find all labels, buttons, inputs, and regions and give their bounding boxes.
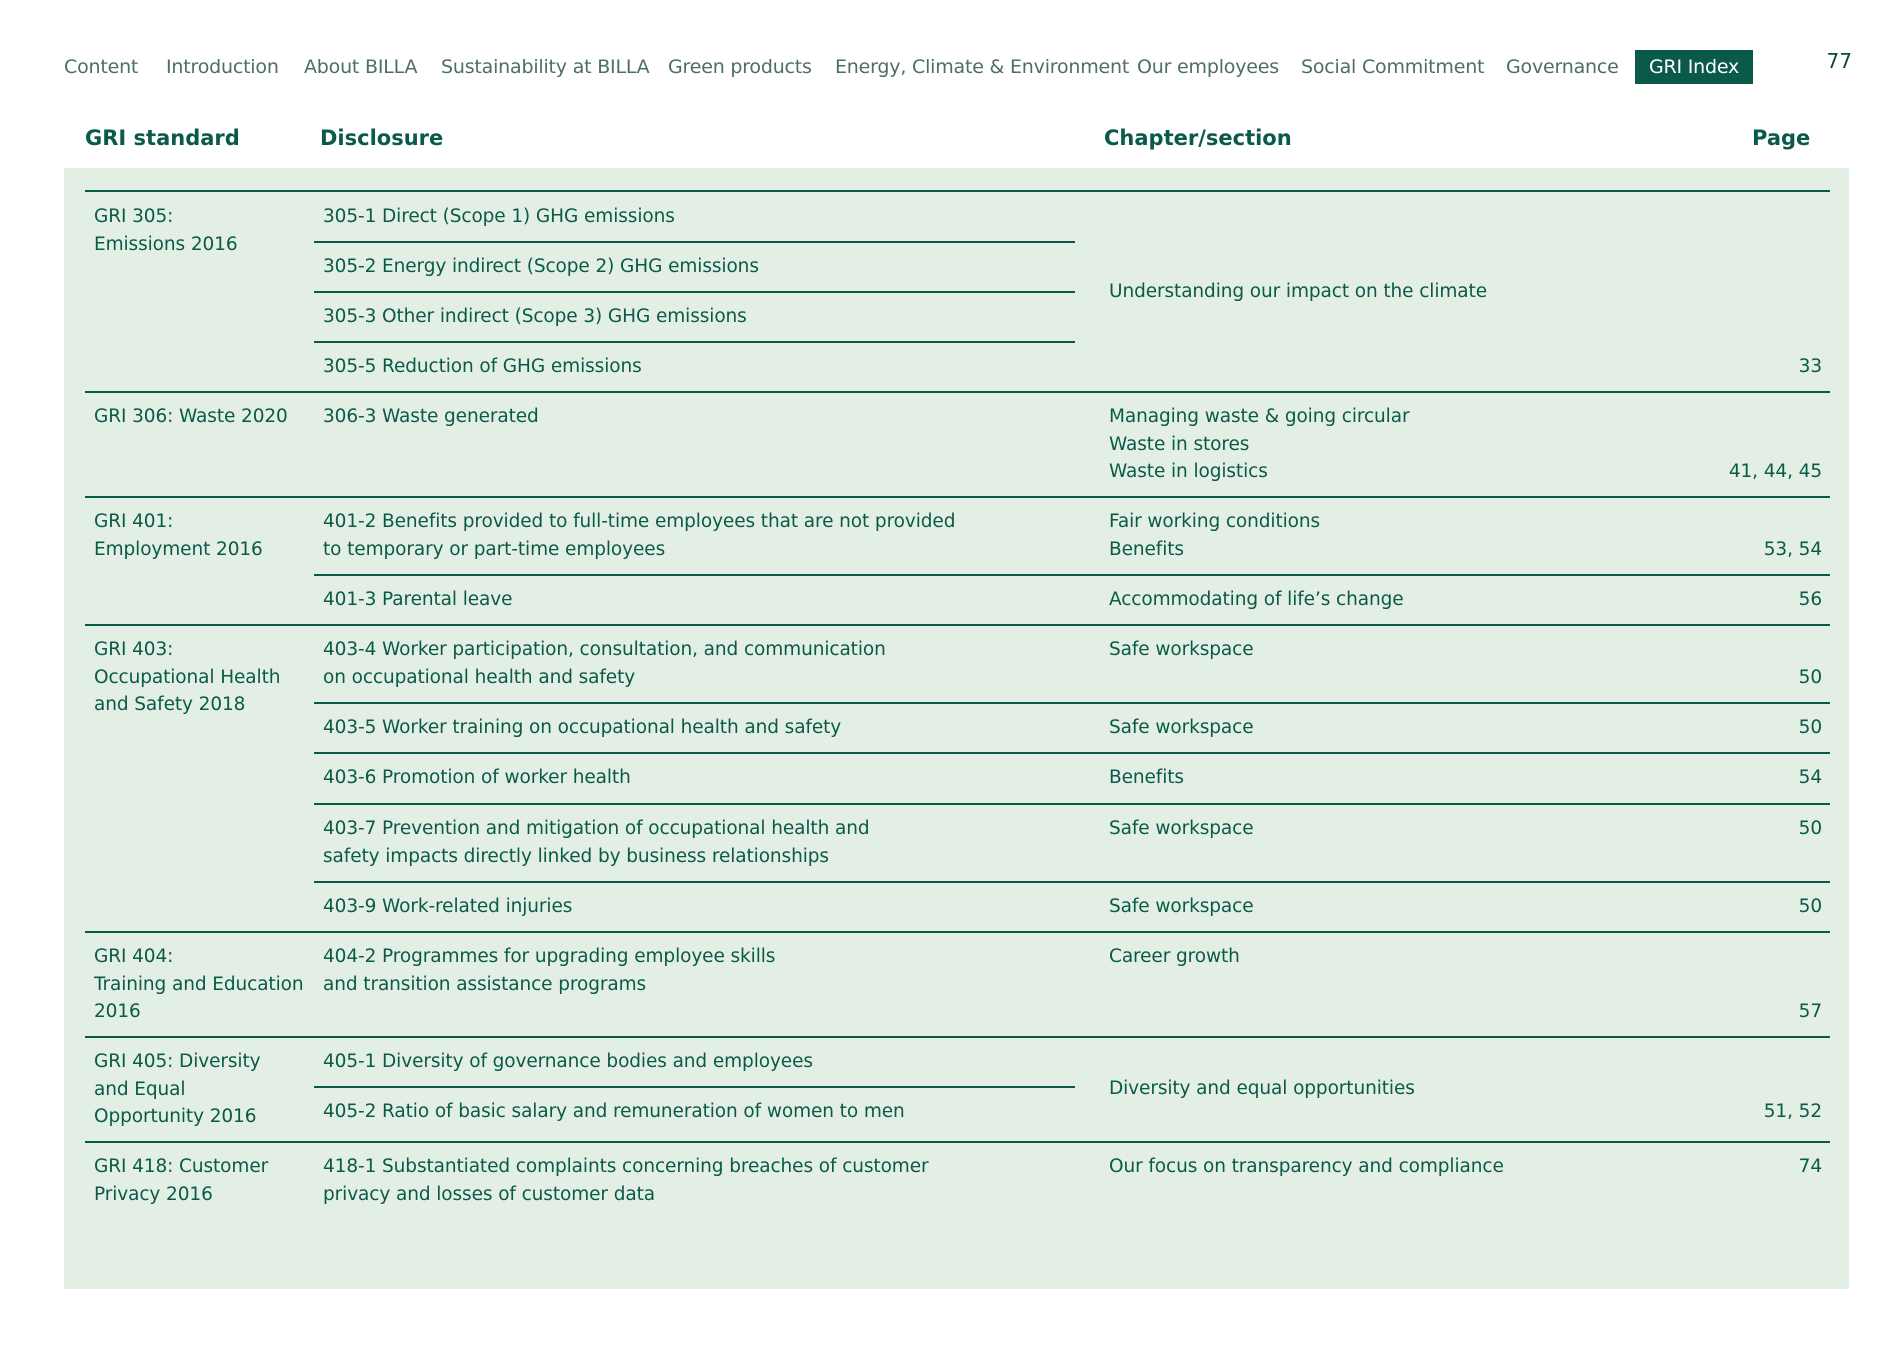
group-divider [85, 391, 1830, 393]
page-cell: 41, 44, 45 [1728, 461, 1822, 482]
group-divider [85, 496, 1830, 498]
nav-item-about-billa[interactable]: About BILLA [304, 56, 418, 78]
header-chapter-section: Chapter/section [1104, 126, 1292, 150]
top-navigation [64, 50, 1854, 84]
chapter-cell: Safe workspace [1109, 717, 1254, 738]
disclosure-404-2: 404-2 Programmes for upgrading employee skills and transition assistance programs [323, 946, 776, 995]
gri-standard-403: GRI 403: Occupational Health and Safety 2018 [94, 639, 281, 715]
page-cell: 50 [1798, 896, 1822, 917]
header-page: Page [1752, 126, 1811, 150]
page-cell: 74 [1798, 1156, 1822, 1177]
nav-item-our-employees[interactable]: Our employees [1137, 56, 1279, 78]
page-cell: 51, 52 [1763, 1101, 1822, 1122]
row-divider [314, 803, 1830, 805]
nav-item-sustainability[interactable]: Sustainability at BILLA [441, 56, 650, 78]
disclosure-305-5: 305-5 Reduction of GHG emissions [323, 356, 642, 377]
gri-standard-401: GRI 401: Employment 2016 [94, 511, 263, 560]
disclosure-403-5: 403-5 Worker training on occupational health and safety [323, 717, 842, 738]
chapter-cell: Safe workspace [1109, 818, 1254, 839]
gri-standard-404: GRI 404: Training and Education 2016 [94, 946, 304, 1022]
header-gri-standard: GRI standard [85, 126, 240, 150]
page-cell: 33 [1798, 356, 1822, 377]
disclosure-401-2: 401-2 Benefits provided to full-time employees that are not provided to temporary or part-time employees [323, 511, 956, 560]
gri-standard-305: GRI 305: Emissions 2016 [94, 206, 238, 255]
nav-item-governance[interactable]: Governance [1506, 56, 1619, 78]
header-disclosure: Disclosure [320, 126, 444, 150]
group-divider [85, 624, 1830, 626]
nav-item-introduction[interactable]: Introduction [166, 56, 279, 78]
disclosure-418-1: 418-1 Substantiated complaints concerning breaches of customer privacy and losses of customer data [323, 1156, 929, 1205]
gri-standard-306: GRI 306: Waste 2020 [94, 406, 288, 427]
chapter-cell: Benefits [1109, 767, 1184, 788]
chapter-cell: Diversity and equal opportunities [1109, 1078, 1415, 1099]
chapter-cell: Accommodating of life’s change [1109, 589, 1404, 610]
disclosure-405-2: 405-2 Ratio of basic salary and remuneration of women to men [323, 1101, 905, 1122]
row-divider [314, 291, 1075, 293]
group-divider [85, 1141, 1830, 1143]
page-cell: 50 [1798, 717, 1822, 738]
chapter-cell: Career growth [1109, 946, 1240, 967]
page-cell: 53, 54 [1763, 539, 1822, 560]
disclosure-403-9: 403-9 Work-related injuries [323, 896, 573, 917]
nav-item-content[interactable]: Content [64, 56, 139, 78]
page-number: 77 [1826, 49, 1852, 73]
chapter-cell: Understanding our impact on the climate [1109, 281, 1487, 302]
row-divider [314, 1086, 1075, 1088]
chapter-cell: Safe workspace [1109, 896, 1254, 917]
disclosure-403-6: 403-6 Promotion of worker health [323, 767, 631, 788]
disclosure-305-3: 305-3 Other indirect (Scope 3) GHG emissions [323, 306, 747, 327]
page-cell: 50 [1798, 667, 1822, 688]
disclosure-305-1: 305-1 Direct (Scope 1) GHG emissions [323, 206, 675, 227]
chapter-cell: Safe workspace [1109, 639, 1254, 660]
gri-standard-418: GRI 418: Customer Privacy 2016 [94, 1156, 269, 1205]
disclosure-403-4: 403-4 Worker participation, consultation, and communication on occupational health and safety [323, 639, 886, 688]
chapter-cell: Managing waste & going circular Waste in stores Waste in logistics [1109, 406, 1410, 482]
group-divider [85, 1036, 1830, 1038]
gri-standard-405: GRI 405: Diversity and Equal Opportunity 2016 [94, 1051, 261, 1127]
disclosure-306-3: 306-3 Waste generated [323, 406, 539, 427]
nav-item-gri-index[interactable]: GRI Index [1635, 50, 1753, 84]
row-divider [314, 702, 1830, 704]
nav-item-energy-climate-environment[interactable]: Energy, Climate & Environment [835, 56, 1130, 78]
disclosure-401-3: 401-3 Parental leave [323, 589, 513, 610]
row-divider [314, 241, 1075, 243]
nav-item-green-products[interactable]: Green products [668, 56, 812, 78]
table-top-rule [85, 190, 1830, 192]
row-divider [314, 574, 1830, 576]
nav-item-social-commitment[interactable]: Social Commitment [1301, 56, 1485, 78]
gri-index-table [64, 168, 1849, 1289]
chapter-cell: Fair working conditions Benefits [1109, 511, 1321, 560]
page-cell: 50 [1798, 818, 1822, 839]
row-divider [314, 752, 1830, 754]
page-cell: 56 [1798, 589, 1822, 610]
disclosure-403-7: 403-7 Prevention and mitigation of occupational health and safety impacts directly linked by business relationships [323, 818, 870, 867]
row-divider [314, 881, 1830, 883]
disclosure-405-1: 405-1 Diversity of governance bodies and employees [323, 1051, 813, 1072]
group-divider [85, 931, 1830, 933]
chapter-cell: Our focus on transparency and compliance [1109, 1156, 1504, 1177]
row-divider [314, 341, 1075, 343]
page-cell: 57 [1798, 1001, 1822, 1022]
page-cell: 54 [1798, 767, 1822, 788]
disclosure-305-2: 305-2 Energy indirect (Scope 2) GHG emissions [323, 256, 759, 277]
